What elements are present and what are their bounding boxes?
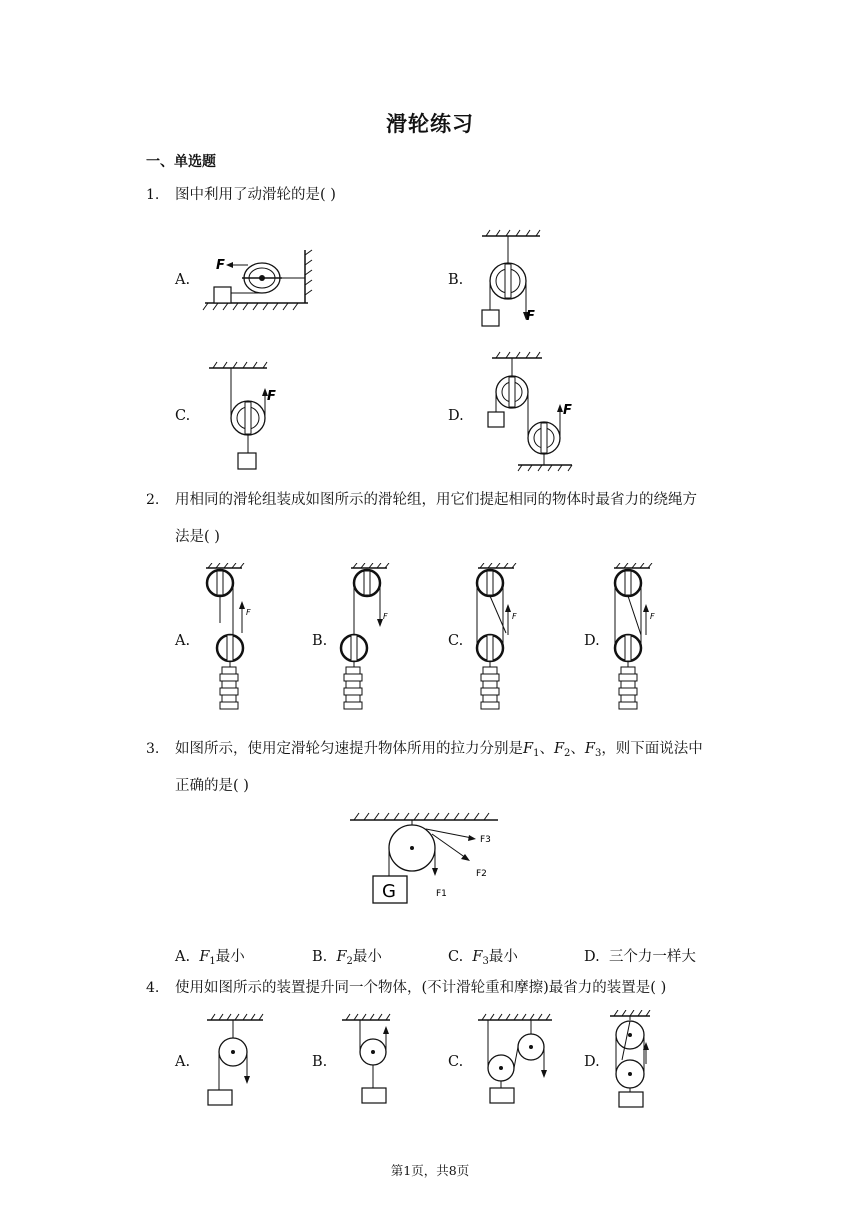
q3-option-c[interactable]: C. $F_3$最小	[448, 949, 518, 967]
q2-figure-d	[608, 563, 672, 715]
q4-option-a[interactable]: A.	[175, 1054, 191, 1070]
q1-figure-a	[200, 245, 325, 313]
q4-figure-a	[203, 1012, 269, 1108]
svg-text:F3: F3	[480, 835, 491, 845]
q1-option-a[interactable]: A.	[175, 272, 191, 288]
q3-option-a[interactable]: A. $F_1$最小	[175, 949, 245, 967]
question-1-text: 图中利用了动滑轮的是( )	[175, 187, 336, 203]
question-4-number: 4.	[146, 980, 160, 996]
q1-figure-b	[470, 228, 560, 332]
q4-option-d[interactable]: D.	[584, 1054, 600, 1070]
svg-text:F: F	[267, 389, 276, 404]
question-1-number: 1.	[146, 187, 160, 203]
q1-option-c[interactable]: C.	[175, 408, 191, 424]
q4-figure-c	[474, 1012, 558, 1108]
svg-text:F: F	[650, 612, 655, 621]
q2-option-b[interactable]: B.	[312, 633, 328, 649]
page-footer: 第1页，共8页	[390, 1163, 470, 1178]
svg-text:F: F	[246, 608, 251, 617]
svg-text:F1: F1	[436, 889, 447, 899]
q1-option-b[interactable]: B.	[448, 272, 464, 288]
q4-option-c[interactable]: C.	[448, 1054, 464, 1070]
svg-text:F: F	[512, 612, 517, 621]
svg-text:F: F	[526, 309, 535, 324]
q2-option-a[interactable]: A.	[175, 633, 191, 649]
q3-option-b[interactable]: B. $F_2$最小	[312, 949, 382, 967]
svg-text:F: F	[383, 612, 388, 621]
q2-figure-b	[335, 563, 399, 715]
q4-option-b[interactable]: B.	[312, 1054, 328, 1070]
svg-text:F2: F2	[476, 869, 487, 879]
q1-figure-c	[205, 360, 295, 472]
q4-figure-b	[338, 1012, 404, 1108]
q3-figure	[348, 810, 508, 910]
q4-figure-d	[604, 1010, 664, 1110]
question-2-text-line1: 用相同的滑轮组装成如图所示的滑轮组，用它们提起相同的物体时最省力的绕绳方	[175, 492, 697, 508]
question-2-text-line2: 法是( )	[175, 529, 220, 545]
svg-text:F: F	[563, 403, 572, 418]
section-heading: 一、单选题	[146, 154, 216, 170]
question-3-number: 3.	[146, 741, 160, 757]
page-title: 滑轮练习	[386, 112, 474, 136]
q2-option-d[interactable]: D.	[584, 633, 600, 649]
q1-option-d[interactable]: D.	[448, 408, 464, 424]
q2-figure-c	[470, 563, 534, 715]
question-4-text: 使用如图所示的装置提升同一个物体，(不计滑轮重和摩擦)最省力的装置是( )	[175, 980, 667, 996]
question-2-number: 2.	[146, 492, 160, 508]
q1-figure-d	[482, 350, 586, 474]
force-label: F	[216, 258, 225, 273]
q2-figure-a	[198, 563, 262, 715]
q2-option-c[interactable]: C.	[448, 633, 464, 649]
q3-option-d[interactable]: D. 三个力一样大	[584, 949, 696, 965]
svg-text:G: G	[382, 881, 396, 902]
question-3-text-line2: 正确的是( )	[175, 778, 249, 794]
question-3-text-line1: 如图所示，使用定滑轮匀速提升物体所用的拉力分别是$F_1$、$F_2$、$F_3$，则下面说法中	[175, 741, 703, 759]
